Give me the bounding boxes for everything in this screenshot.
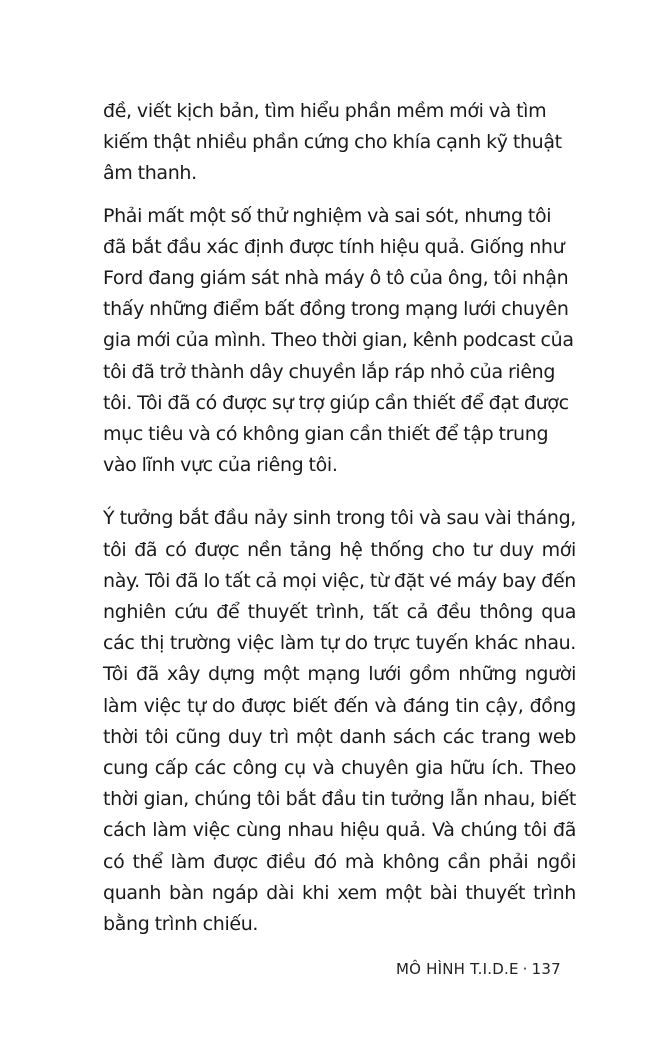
page-body <box>103 96 576 940</box>
running-title: MÔ HÌNH T.I.D.E <box>396 960 519 978</box>
page-number: 137 <box>531 960 561 978</box>
page-footer <box>396 960 561 978</box>
footer-separator: · <box>522 960 528 978</box>
paragraph-1: đề, viết kịch bản, tìm hiểu phần mềm mới và tìm kiếm thật nhiều phần cứng cho khía cạnh kỹ thuật âm thanh. <box>103 100 562 185</box>
paragraph-3: Ý tưởng bắt đầu nảy sinh trong tôi và sau vài tháng, tôi đã có được nền tảng hệ thống cho tư duy mới này. Tôi đã lo tất cả mọi việc, từ đặt vé máy bay đến nghiên cứu để thuyết trình, tất cả đều thông qua các thị trường việc làm tự do trực tuyến khác nhau. Tôi đã xây dựng một mạng lưới gồm những người làm việc tự do được biết đến và đáng tin cậy, đồng thời tôi cũng duy trì một danh sách các trang web cung cấp các công cụ và chuyên gia hữu ích. Theo thời gian, chúng tôi bắt đầu tin tưởng lẫn nhau, biết cách làm việc cùng nhau hiệu quả. Và chúng tôi đã có thể làm được điều đó mà không cần phải ngồi quanh bàn ngáp dài khi xem một bài thuyết trình bằng trình chiếu. <box>103 507 576 936</box>
paragraph-2: Phải mất một số thử nghiệm và sai sót, nhưng tôi đã bắt đầu xác định được tính hiệu quả. Giống như Ford đang giám sát nhà máy ô tô của ông, tôi nhận thấy những điểm bất đồng trong mạng lưới chuyên gia mới của mình. Theo thời gian, kênh podcast của tôi đã trở thành dây chuyền lắp ráp nhỏ của riêng tôi. Tôi đã có được sự trợ giúp cần thiết để đạt được mục tiêu và có không gian cần thiết để tập trung vào lĩnh vực của riêng tôi. <box>103 204 574 477</box>
